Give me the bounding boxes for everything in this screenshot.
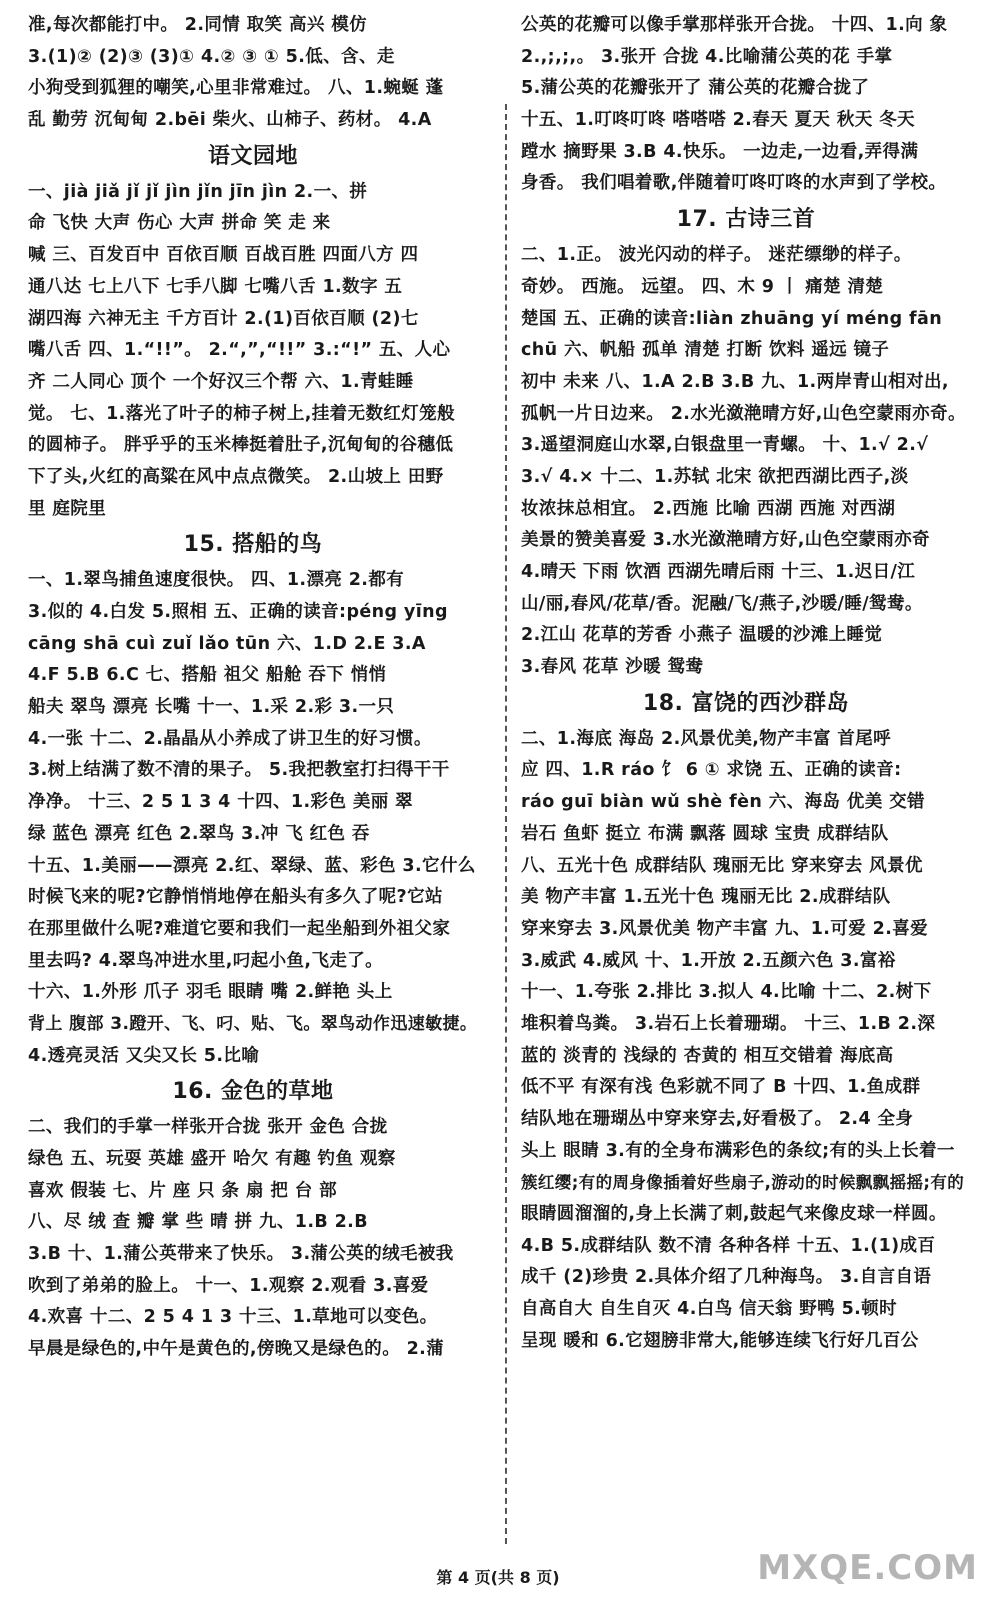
text-line: 孤帆一片日边来。 2.水光潋滟晴方好,山色空蒙雨亦奇。 <box>521 403 966 424</box>
site-watermark: MXQE.COM <box>757 1548 978 1588</box>
text-line: 3.春风 花草 沙暖 鸳鸯 <box>521 657 704 678</box>
text-line: 准,每次都能打中。 2.同情 取笑 高兴 模仿 <box>28 15 368 35</box>
text-line: 4.晴天 下雨 饮酒 西湖先晴后雨 十三、1.迟日/江 <box>521 562 916 582</box>
text-line: 乱 勤劳 沉甸甸 2.bēi 柴火、山柿子、药材。 4.A <box>28 110 432 131</box>
text-line: 绿色 五、玩耍 英雄 盛开 哈欠 有趣 钓鱼 观察 <box>28 1149 396 1169</box>
column-divider <box>505 104 507 1544</box>
text-line: 吹到了弟弟的脸上。 十一、1.观察 2.观看 3.喜爱 <box>28 1275 429 1296</box>
text-line: 一、jià jiǎ jǐ jǐ jìn jǐn jīn jìn 2.一、拼 <box>28 181 368 202</box>
left-lines-3 <box>28 565 478 1072</box>
text-line: 身香。 我们唱着歌,伴随着叮咚叮咚的水声到了学校。 <box>521 173 947 194</box>
text-line: 3.(1)② (2)③ (3)① 4.② ③ ① 5.低、含、走 <box>28 46 395 67</box>
text-line: 二、1.正。 波光闪动的样子。 迷茫缥缈的样子。 <box>521 245 912 266</box>
text-line: cāng shā cuì zuǐ lǎo tūn 六、1.D 2.E 3.A <box>28 633 426 654</box>
text-line: chū 六、帆船 孤单 清楚 打断 饮料 遥远 镜子 <box>521 340 890 361</box>
section-heading: 15. 搭船的鸟 <box>183 532 323 558</box>
text-line: 时候飞来的呢?它静悄悄地停在船头有多久了呢?它站 <box>28 887 443 908</box>
text-line: 头上 眼睛 3.有的全身布满彩色的条纹;有的头上长着一 <box>521 1140 955 1161</box>
text-line: 美景的赞美喜爱 3.水光潋滟晴方好,山色空蒙雨亦奇 <box>521 530 931 551</box>
section-heading: 语文园地 <box>207 143 298 169</box>
text-line: 成千 (2)珍贵 2.具体介绍了几种海鸟。 3.自言自语 <box>521 1267 932 1288</box>
text-line: 结队地在珊瑚丛中穿来穿去,好看极了。 2.4 全身 <box>521 1109 914 1129</box>
text-line: 奇妙。 西施。 远望。 四、木 9 丨 痛楚 清楚 <box>521 276 884 297</box>
text-line: 十一、1.夸张 2.排比 3.拟人 4.比喻 十二、2.树下 <box>521 982 932 1003</box>
text-line: 3.树上结满了数不清的果子。 5.我把教室打扫得干干 <box>28 760 450 781</box>
text-line: 齐 二人同心 顶个 一个好汉三个帮 六、1.青蛙睡 <box>28 371 414 392</box>
right-column <box>521 10 971 1358</box>
text-line: 二、1.海底 海岛 2.风景优美,物产丰富 首尾呼 <box>521 728 892 749</box>
text-line: 3.威武 4.威风 十、1.开放 2.五颜六色 3.富裕 <box>521 950 896 971</box>
text-line: 八、五光十色 成群结队 瑰丽无比 穿来穿去 风景优 <box>521 855 923 876</box>
text-line: 蓝的 淡青的 浅绿的 杏黄的 相互交错着 海底高 <box>521 1045 894 1066</box>
left-lines-1 <box>28 10 478 137</box>
text-line: 船夫 翠鸟 漂亮 长嘴 十一、1.采 2.彩 3.一只 <box>28 697 395 718</box>
text-line: 小狗受到狐狸的嘲笑,心里非常难过。 八、1.蜿蜒 蓬 <box>28 78 444 99</box>
text-line: 绿 蓝色 漂亮 红色 2.翠鸟 3.冲 飞 红色 吞 <box>28 823 370 844</box>
text-line: 一、1.翠鸟捕鱼速度很快。 四、1.漂亮 2.都有 <box>28 570 405 591</box>
text-line: 通八达 七上八下 七手八脚 七嘴八舌 1.数字 五 <box>28 276 403 297</box>
text-line: 堆积着鸟粪。 3.岩石上长着珊瑚。 十三、1.B 2.深 <box>521 1013 936 1034</box>
text-line: 呈现 暖和 6.它翅膀非常大,能够连续飞行好几百公 <box>521 1330 919 1351</box>
text-line: 楚国 五、正确的读音:liàn zhuāng yí méng fān <box>521 308 943 329</box>
text-line: 穿来穿去 3.风景优美 物产丰富 九、1.可爱 2.喜爱 <box>521 918 929 939</box>
text-line: 3.√ 4.× 十二、1.苏轼 北宋 欲把西湖比西子,淡 <box>521 466 909 487</box>
text-line: 里 庭院里 <box>28 498 107 519</box>
section-heading: 17. 古诗三首 <box>676 207 816 233</box>
text-line: ráo guī biàn wǔ shè fèn 六、海岛 优美 交错 <box>521 792 925 813</box>
text-line: 5.蒲公英的花瓣张开了 蒲公英的花瓣合拢了 <box>521 78 870 99</box>
text-line: 十五、1.美丽——漂亮 2.红、翠绿、蓝、彩色 3.它什么 <box>28 855 476 876</box>
text-line: 在那里做什么呢?难道它要和我们一起坐船到外祖父家 <box>28 918 451 939</box>
text-line: 2.,;,;,。 3.张开 合拢 4.比喻蒲公英的花 手掌 <box>521 46 893 67</box>
text-line: 蹚水 摘野果 3.B 4.快乐。 一边走,一边看,弄得满 <box>521 141 919 162</box>
text-line: 背上 腹部 3.蹬开、飞、叼、贴、飞。翠鸟动作迅速敏捷。 <box>28 1013 478 1034</box>
text-line: 4.一张 十二、2.晶晶从小养成了讲卫生的好习惯。 <box>28 728 432 749</box>
text-line: 里去吗? 4.翠鸟冲进水里,叼起小鱼,飞走了。 <box>28 950 384 971</box>
text-line: 下了头,火红的高粱在风中点点微笑。 2.山坡上 田野 <box>28 466 444 487</box>
left-lines-4 <box>28 1112 478 1366</box>
text-line: 3.遥望洞庭山水翠,白银盘里一青螺。 十、1.√ 2.√ <box>521 435 929 456</box>
text-line: 4.F 5.B 6.C 七、搭船 祖父 船舱 吞下 悄悄 <box>28 665 387 686</box>
left-lines-2 <box>28 177 478 526</box>
text-line: 十五、1.叮咚叮咚 嗒嗒嗒 2.春天 夏天 秋天 冬天 <box>521 110 915 131</box>
text-line: 低不平 有深有浅 色彩就不同了 B 十四、1.鱼成群 <box>521 1077 921 1098</box>
section-heading: 18. 富饶的西沙群岛 <box>642 690 850 716</box>
text-line: 眼睛圆溜溜的,身上长满了刺,鼓起气来像皮球一样圆。 <box>521 1204 947 1225</box>
text-line: 湖四海 六神无主 千方百计 2.(1)百依百顺 (2)七 <box>28 308 419 329</box>
text-line: 自高自大 自生自灭 4.白鸟 信天翁 野鸭 5.顿时 <box>521 1299 898 1320</box>
text-line: 3.似的 4.白发 5.照相 五、正确的读音:péng yīng <box>28 602 448 622</box>
text-line: 簇红缨;有的周身像插着好些扇子,游动的时候飘飘摇摇;有的 <box>521 1173 965 1193</box>
text-line: 净净。 十三、2 5 1 3 4 十四、1.彩色 美丽 翠 <box>28 792 414 813</box>
page-number-footer: 第 4 页(共 8 页) <box>436 1568 560 1587</box>
section-heading: 16. 金色的草地 <box>172 1079 334 1105</box>
text-line: 十六、1.外形 爪子 羽毛 眼睛 嘴 2.鲜艳 头上 <box>28 982 393 1003</box>
right-lines-2 <box>521 240 971 684</box>
text-line: 命 飞快 大声 伤心 大声 拼命 笑 走 来 <box>28 213 331 234</box>
left-column <box>28 10 478 1366</box>
text-line: 山/丽,春风/花草/香。泥融/飞/燕子,沙暖/睡/鸳鸯。 <box>521 593 923 614</box>
text-line: 3.B 十、1.蒲公英带来了快乐。 3.蒲公英的绒毛被我 <box>28 1244 454 1265</box>
text-line: 4.透亮灵活 又尖又长 5.比喻 <box>28 1045 260 1066</box>
text-line: 妆浓抹总相宜。 2.西施 比喻 西湖 西施 对西湖 <box>521 498 896 519</box>
text-line: 早晨是绿色的,中午是黄色的,傍晚又是绿色的。 2.蒲 <box>28 1339 445 1360</box>
text-line: 初中 未来 八、1.A 2.B 3.B 九、1.两岸青山相对出, <box>521 371 949 392</box>
text-line: 二、我们的手掌一样张开合拢 张开 金色 合拢 <box>28 1117 388 1138</box>
text-line: 喊 三、百发百中 百依百顺 百战百胜 四面八方 四 <box>28 245 419 266</box>
text-line: 公英的花瓣可以像手掌那样张开合拢。 十四、1.向 象 <box>521 15 948 35</box>
text-line: 应 四、1.R ráo 饣 6 ① 求饶 五、正确的读音: <box>521 760 902 781</box>
text-line: 4.欢喜 十二、2 5 4 1 3 十三、1.草地可以变色。 <box>28 1307 438 1328</box>
right-lines-1 <box>521 10 971 200</box>
right-lines-3 <box>521 724 971 1358</box>
text-line: 的圆柿子。 胖乎乎的玉米棒挺着肚子,沉甸甸的谷穗低 <box>28 435 454 456</box>
text-line: 嘴八舌 四、1.“!!”。 2.“,”,“!!” 3.:“!” 五、人心 <box>28 340 451 361</box>
text-line: 喜欢 假装 七、片 座 只 条 扇 把 台 部 <box>28 1180 338 1201</box>
text-line: 八、尽 绒 查 瓣 掌 些 晴 拼 九、1.B 2.B <box>28 1212 368 1233</box>
text-line: 4.B 5.成群结队 数不清 各种各样 十五、1.(1)成百 <box>521 1235 936 1256</box>
text-line: 岩石 鱼虾 挺立 布满 飘落 圆球 宝贵 成群结队 <box>521 823 889 844</box>
text-line: 美 物产丰富 1.五光十色 瑰丽无比 2.成群结队 <box>521 887 891 908</box>
text-line: 觉。 七、1.落光了叶子的柿子树上,挂着无数红灯笼般 <box>28 403 455 424</box>
text-line: 2.江山 花草的芳香 小燕子 温暖的沙滩上睡觉 <box>521 625 883 646</box>
